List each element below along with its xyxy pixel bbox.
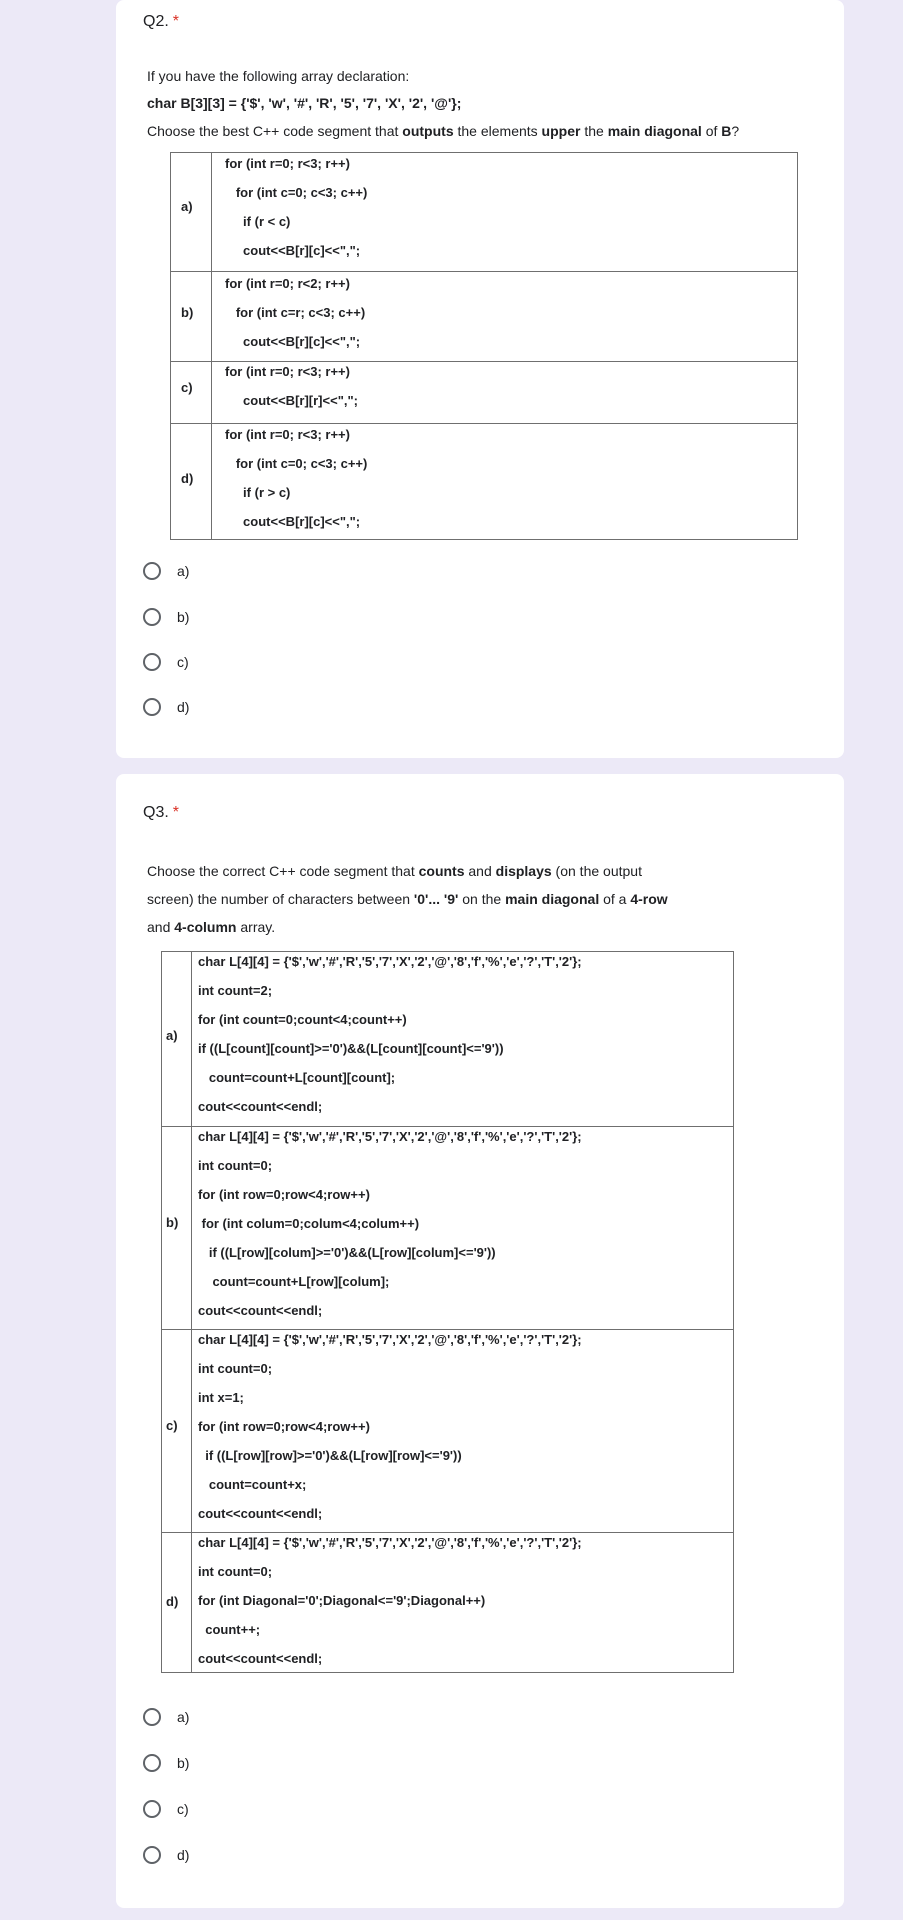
radio-icon[interactable] xyxy=(143,698,161,716)
question-number: Q2. xyxy=(143,13,169,30)
code-line: cout<<B[r][c]<<","; xyxy=(225,334,361,349)
code-line: int count=0; xyxy=(198,1361,273,1376)
radio-icon[interactable] xyxy=(143,1708,161,1726)
code-line: count=count+L[row][colum]; xyxy=(198,1274,390,1289)
option-row-d xyxy=(171,423,797,541)
question-prompt: Choose the correct C++ code segment that counts and displays (on the output screen) the number of characters between '0'... '9' on the main diagonal of a 4-row and 4-column array. xyxy=(147,863,668,935)
question-card-q2 xyxy=(116,0,844,758)
option-row-b xyxy=(171,271,797,361)
choice-label: d) xyxy=(177,699,190,715)
code-line: cout<<B[r][r]<<","; xyxy=(225,393,358,408)
code-line: cout<<count<<endl; xyxy=(198,1099,323,1114)
array-declaration: char B[3][3] = {'$', 'w', '#', 'R', '5', '7', 'X', '2', '@'}; xyxy=(147,95,462,111)
option-row-c xyxy=(162,1329,733,1532)
code-line: int count=0; xyxy=(198,1158,273,1173)
option-label: b) xyxy=(166,1215,179,1230)
choice-label: b) xyxy=(177,609,190,625)
code-line: if (r < c) xyxy=(225,214,291,229)
code-line: if (r > c) xyxy=(225,485,291,500)
code-line: for (int Diagonal='0';Diagonal<='9';Diagonal++) xyxy=(198,1593,486,1608)
option-row-a xyxy=(171,153,797,271)
choice-b[interactable] xyxy=(143,1750,189,1776)
question-prompt: Choose the best C++ code segment that outputs the elements upper the main diagonal of B? xyxy=(147,123,740,139)
code-line: char L[4][4] = {'$','w','#','R','5','7','X','2','@','8','f','%','e','?','T','2'}; xyxy=(198,1535,582,1550)
radio-icon[interactable] xyxy=(143,562,161,580)
choice-c[interactable] xyxy=(143,649,189,675)
code-line: cout<<B[r][c]<<","; xyxy=(225,514,361,529)
code-line: for (int r=0; r<3; r++) xyxy=(225,364,350,379)
question-title xyxy=(143,804,179,822)
code-line: int count=2; xyxy=(198,983,273,998)
question-card-q3 xyxy=(116,774,844,1908)
option-label: a) xyxy=(166,1028,178,1043)
code-line: for (int row=0;row<4;row++) xyxy=(198,1187,370,1202)
choice-label: a) xyxy=(177,563,190,579)
code-line: cout<<count<<endl; xyxy=(198,1506,323,1521)
choice-label: c) xyxy=(177,654,189,670)
code-line: count=count+L[count][count]; xyxy=(198,1070,396,1085)
option-label: a) xyxy=(181,199,193,214)
required-asterisk: * xyxy=(172,13,180,30)
radio-icon[interactable] xyxy=(143,1846,161,1864)
option-row-b xyxy=(162,1126,733,1329)
option-row-d xyxy=(162,1532,733,1674)
code-line: char L[4][4] = {'$','w','#','R','5','7','X','2','@','8','f','%','e','?','T','2'}; xyxy=(198,954,582,969)
choice-label: b) xyxy=(177,1755,190,1771)
code-line: for (int count=0;count<4;count++) xyxy=(198,1012,407,1027)
option-label: d) xyxy=(181,471,194,486)
code-line: count=count+x; xyxy=(198,1477,307,1492)
question-intro: If you have the following array declaration: xyxy=(147,68,410,84)
choice-b[interactable] xyxy=(143,604,189,630)
code-line: for (int r=0; r<2; r++) xyxy=(225,276,350,291)
code-line: cout<<B[r][c]<<","; xyxy=(225,243,361,258)
code-line: int x=1; xyxy=(198,1390,244,1405)
choice-label: c) xyxy=(177,1801,189,1817)
choice-d[interactable] xyxy=(143,1842,189,1868)
radio-icon[interactable] xyxy=(143,1800,161,1818)
code-line: for (int r=0; r<3; r++) xyxy=(225,427,350,442)
code-line: for (int row=0;row<4;row++) xyxy=(198,1419,370,1434)
choice-label: a) xyxy=(177,1709,190,1725)
code-line: for (int r=0; r<3; r++) xyxy=(225,156,350,171)
code-line: for (int colum=0;colum<4;colum++) xyxy=(198,1216,420,1231)
choice-c[interactable] xyxy=(143,1796,189,1822)
choice-label: d) xyxy=(177,1847,190,1863)
code-line: char L[4][4] = {'$','w','#','R','5','7','X','2','@','8','f','%','e','?','T','2'}; xyxy=(198,1332,582,1347)
options-table xyxy=(170,152,798,540)
option-row-a xyxy=(162,952,733,1126)
code-line: char L[4][4] = {'$','w','#','R','5','7','X','2','@','8','f','%','e','?','T','2'}; xyxy=(198,1129,582,1144)
code-line: for (int c=0; c<3; c++) xyxy=(225,185,368,200)
code-line: int count=0; xyxy=(198,1564,273,1579)
option-label: b) xyxy=(181,305,194,320)
code-line: cout<<count<<endl; xyxy=(198,1651,323,1666)
choice-a[interactable] xyxy=(143,1704,189,1730)
radio-icon[interactable] xyxy=(143,653,161,671)
option-row-c xyxy=(171,361,797,423)
option-label: c) xyxy=(181,380,193,395)
choice-d[interactable] xyxy=(143,694,189,720)
code-line: cout<<count<<endl; xyxy=(198,1303,323,1318)
choice-a[interactable] xyxy=(143,558,189,584)
radio-icon[interactable] xyxy=(143,1754,161,1772)
code-line: for (int c=0; c<3; c++) xyxy=(225,456,368,471)
code-line: if ((L[count][count]>='0')&&(L[count][count]<='9')) xyxy=(198,1041,504,1056)
question-title xyxy=(143,13,179,31)
option-label: c) xyxy=(166,1418,178,1433)
question-number: Q3. xyxy=(143,804,169,821)
options-table xyxy=(161,951,734,1673)
required-asterisk: * xyxy=(172,804,180,821)
code-line: for (int c=r; c<3; c++) xyxy=(225,305,366,320)
code-line: if ((L[row][colum]>='0')&&(L[row][colum]<='9')) xyxy=(198,1245,496,1260)
option-label: d) xyxy=(166,1594,179,1609)
code-line: count++; xyxy=(198,1622,261,1637)
radio-icon[interactable] xyxy=(143,608,161,626)
code-line: if ((L[row][row]>='0')&&(L[row][row]<='9')) xyxy=(198,1448,462,1463)
